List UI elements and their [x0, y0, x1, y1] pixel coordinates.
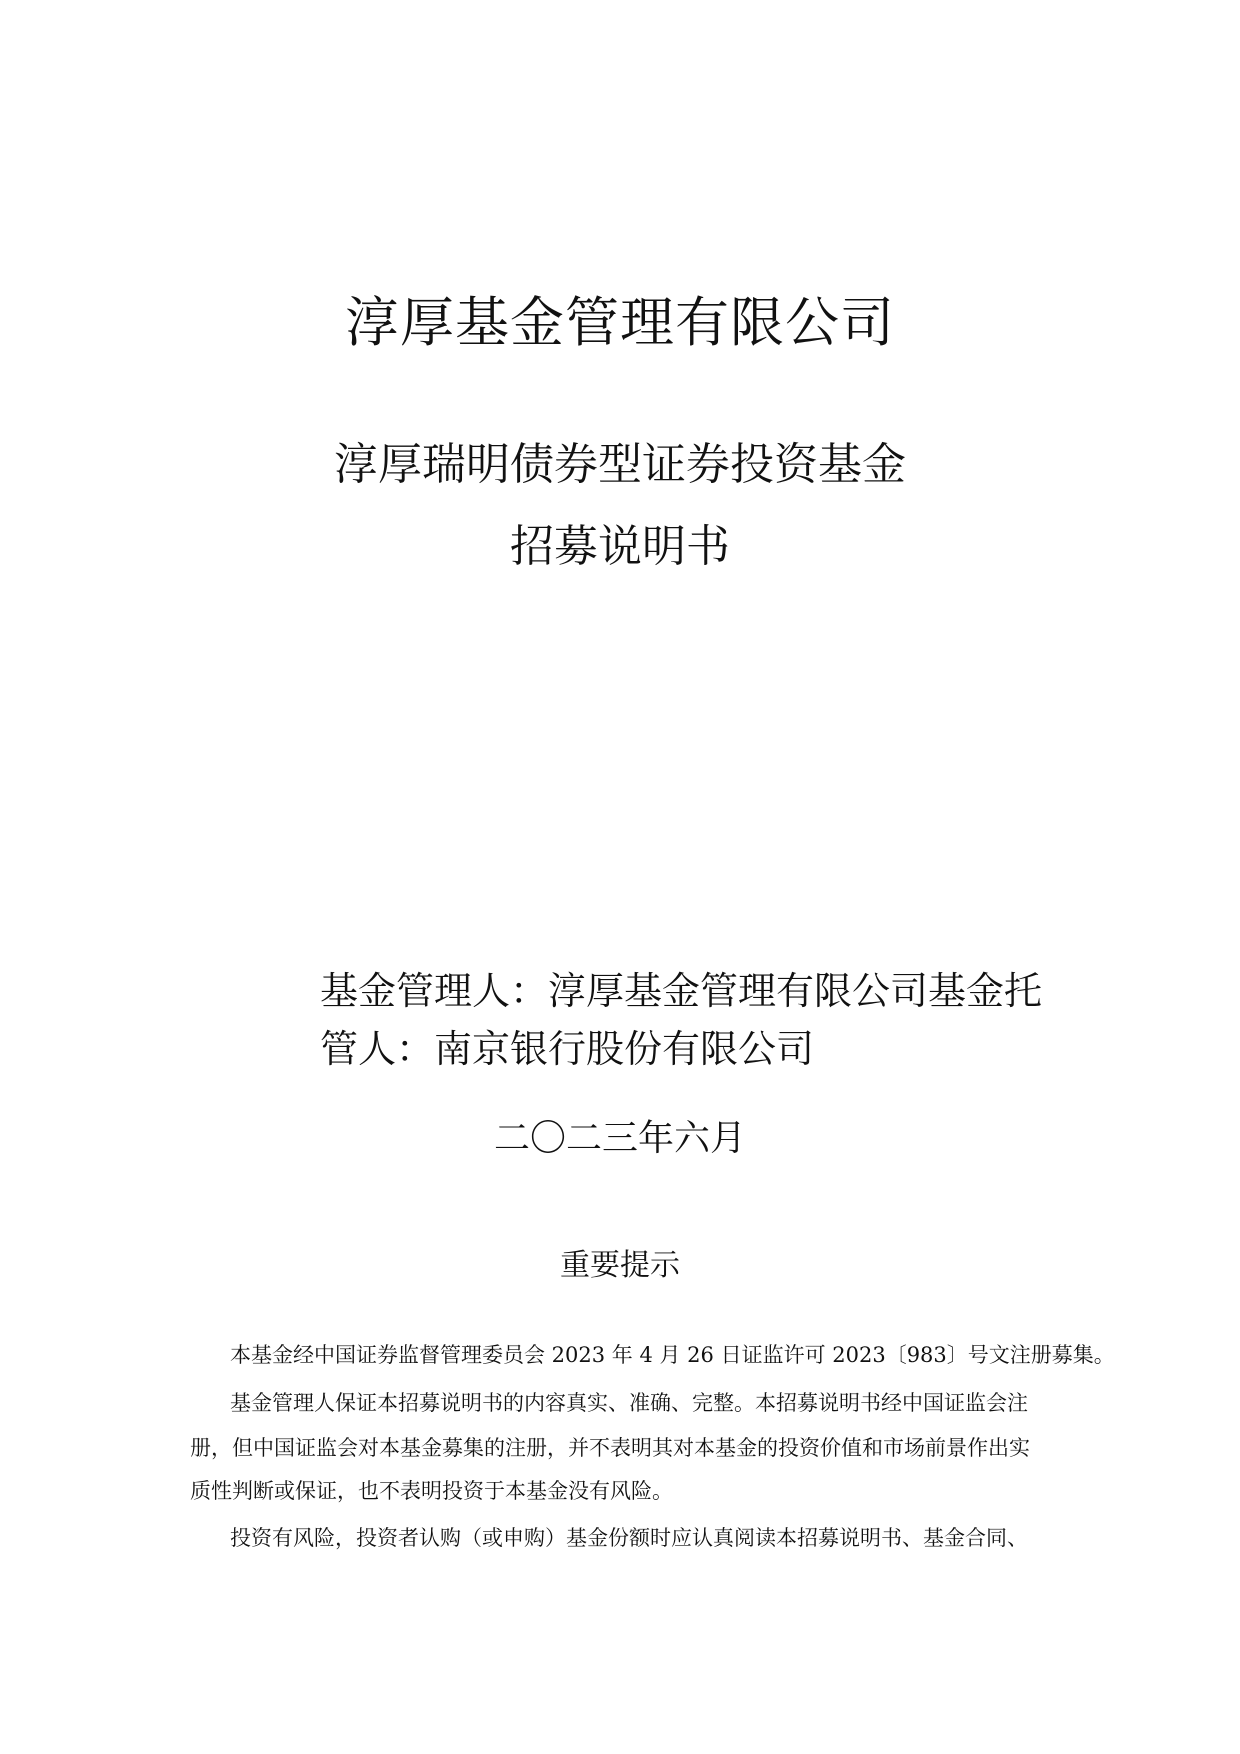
publication-date: 二〇二三年六月	[493, 1118, 746, 1159]
fund-title: 淳厚瑞明债券型证券投资基金	[334, 439, 906, 490]
notice-paragraph-2-line-3: 质性判断或保证，也不表明投资于本基金没有风险。	[190, 1479, 673, 1503]
notice-paragraph-2-line-2: 册，但中国证监会对本基金募集的注册，并不表明其对本基金的投资价值和市场前景作出实	[190, 1436, 1030, 1460]
document-type-title: 招募说明书	[510, 521, 730, 572]
company-title: 淳厚基金管理有限公司	[345, 291, 895, 354]
fund-manager-line-2: 管人：南京银行股份有限公司	[320, 1027, 815, 1071]
notice-heading: 重要提示	[560, 1248, 680, 1283]
notice-paragraph-3-line-1: 投资有风险，投资者认购（或申购）基金份额时应认真阅读本招募说明书、基金合同、	[230, 1526, 1028, 1550]
notice-paragraph-2-line-1: 基金管理人保证本招募说明书的内容真实、准确、完整。本招募说明书经中国证监会注	[230, 1391, 1028, 1415]
notice-paragraph-1: 本基金经中国证券监督管理委员会 2023 年 4 月 26 日证监许可 2023〔983〕号文注册募集。	[230, 1343, 1115, 1367]
fund-manager-line-1: 基金管理人：淳厚基金管理有限公司基金托	[320, 969, 1043, 1013]
